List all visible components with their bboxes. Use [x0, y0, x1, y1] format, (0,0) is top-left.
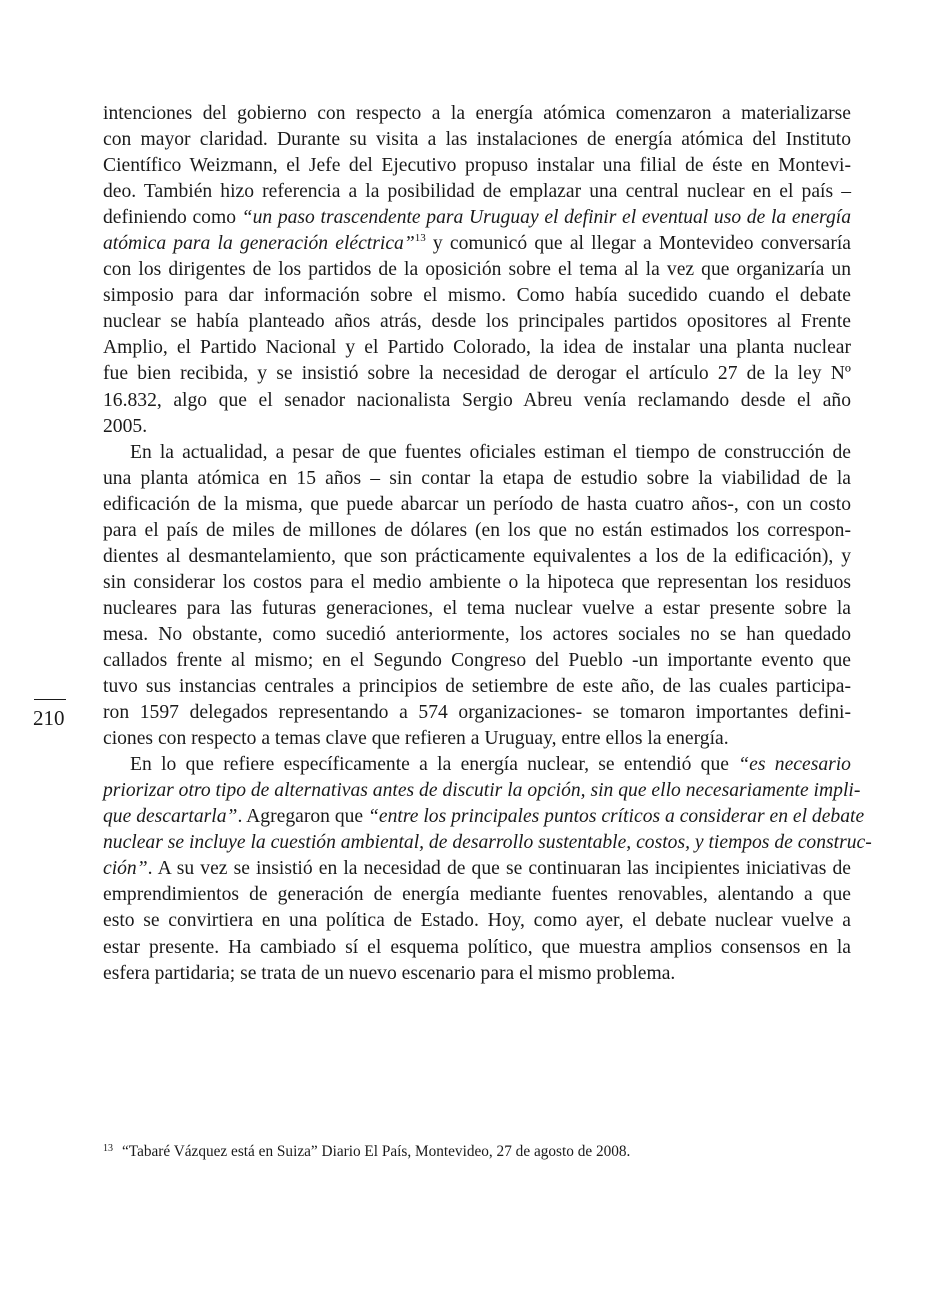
text-segment: intenciones del gobierno con respecto a la energía atómica comenzaron a materializarse	[103, 103, 851, 124]
text-segment: estar presente. Ha cambiado sí el esquema político, que muestra amplios consensos en la	[103, 936, 851, 958]
text-line	[103, 127, 851, 153]
page-number-rule	[34, 699, 66, 700]
text-segment: esfera partidaria; se trata de un nuevo escenario para el mismo problema.	[103, 962, 676, 984]
text-segment: nuclear se había planteado años atrás, desde los principales partidos opositores al Frente	[103, 311, 851, 333]
text-segment: Científico Weizmann, el Jefe del Ejecutivo propuso instalar una filial de éste en Montevi-	[103, 155, 851, 177]
text-line	[103, 361, 851, 387]
text-line	[103, 309, 851, 335]
text-segment: para el país de miles de millones de dólares (en los que no están estimados los correspon-	[103, 519, 851, 541]
body-text	[103, 101, 872, 987]
text-segment: nucleares para las futuras generaciones, el tema nuclear vuelve a estar presente sobre la	[103, 597, 851, 619]
text-line	[103, 882, 851, 908]
quote-segment: “es necesario	[738, 754, 851, 776]
text-line	[103, 674, 851, 700]
text-line	[103, 804, 865, 830]
footnote-reference: 13	[414, 232, 426, 245]
text-segment: con los dirigentes de los partidos de la oposición sobre el tema al la vez que organizaría un	[103, 259, 851, 281]
text-segment: . Agregaron que	[237, 806, 369, 828]
text-line	[103, 830, 872, 856]
text-segment: edificación de la misma, que puede abarcar un período de hasta cuatro años-, con un costo	[103, 493, 851, 515]
text-segment: simposio para dar información sobre el mismo. Como había sucedido cuando el debate	[103, 285, 851, 307]
text-line	[103, 283, 851, 309]
quote-segment: priorizar otro tipo de alternativas antes de discutir la opción, sin que ello necesariamente impli-	[103, 780, 861, 802]
text-line	[103, 231, 851, 257]
text-segment: ciones con respecto a temas clave que refieren a Uruguay, entre ellos la energía.	[103, 728, 729, 750]
text-segment: esto se convirtiera en una política de Estado. Hoy, como ayer, el debate nuclear vuelve a	[103, 910, 851, 932]
text-segment: una planta atómica en 15 años – sin contar la etapa de estudio sobre la viabilidad de la	[103, 467, 851, 489]
text-segment: tuvo sus instancias centrales a principios de setiembre de este año, de las cuales participa-	[103, 676, 851, 698]
text-line	[103, 205, 851, 231]
text-line	[103, 726, 851, 752]
text-segment: definiendo como	[103, 207, 242, 229]
quote-segment: atómica para la generación eléctrica”	[103, 233, 415, 255]
text-line	[103, 388, 851, 414]
text-line	[103, 700, 851, 726]
paragraph	[103, 101, 851, 440]
footnote	[103, 1139, 630, 1162]
quote-segment: “un paso trascendente para Uruguay el definir el eventual uso de la energía	[241, 207, 851, 229]
text-line	[103, 961, 851, 987]
text-segment: ron 1597 delegados representando a 574 organizaciones- se tomaron importantes defini-	[103, 702, 851, 724]
text-segment: dientes al desmantelamiento, que son prácticamente equivalentes a los de la edificación), y	[103, 545, 851, 567]
paragraph	[103, 440, 851, 753]
text-line	[103, 648, 851, 674]
text-segment: mesa. No obstante, como sucedió anteriormente, los actores sociales no se han quedado	[103, 623, 851, 645]
text-segment: callados frente al mismo; en el Segundo Congreso del Pueblo -un importante evento que	[103, 649, 851, 671]
text-line	[103, 335, 851, 361]
text-segment: En lo que refiere específicamente a la energía nuclear, se entendió que	[130, 754, 739, 776]
text-line	[103, 414, 851, 440]
text-segment: y comunicó que al llegar a Montevideo conversaría	[425, 233, 851, 255]
text-line	[103, 622, 851, 648]
text-line	[103, 179, 851, 205]
text-line	[103, 101, 851, 127]
text-line	[103, 492, 851, 518]
text-segment: . A su vez se insistió en la necesidad de que se continuaran las incipientes iniciativas de	[147, 858, 851, 880]
quote-segment: que descartarla”	[103, 806, 238, 828]
text-line	[103, 752, 851, 778]
quote-segment: “entre los principales puntos críticos a considerar en el debate	[368, 806, 865, 828]
text-segment: 16.832, algo que el senador nacionalista Sergio Abreu venía reclamando desde el año	[103, 389, 851, 411]
text-segment: sin considerar los costos para el medio ambiente o la hipoteca que representan los residuos	[103, 571, 851, 593]
footnote-mark: 13	[103, 1143, 113, 1154]
text-segment: emprendimientos de generación de energía mediante fuentes renovables, alentando a que	[103, 884, 851, 906]
text-line	[103, 544, 851, 570]
text-segment: En la actualidad, a pesar de que fuentes oficiales estiman el tiempo de construcción de	[130, 441, 851, 463]
text-line	[103, 257, 851, 283]
text-line	[103, 908, 851, 934]
text-line	[103, 935, 851, 961]
text-line	[103, 856, 851, 882]
text-line	[103, 518, 851, 544]
text-segment: fue bien recibida, y se insistió sobre la necesidad de derogar el artículo 27 de la ley Nº	[103, 363, 851, 385]
text-line	[103, 778, 861, 804]
quote-segment: nuclear se incluye la cuestión ambiental, de desarrollo sustentable, costos, y tiempos de construc-	[103, 832, 872, 854]
paragraph	[103, 752, 872, 986]
text-line	[103, 440, 851, 466]
text-segment: 2005.	[103, 415, 148, 437]
text-line	[103, 153, 851, 179]
quote-segment: ción”	[103, 858, 148, 880]
text-segment: deo. También hizo referencia a la posibilidad de emplazar una central nuclear en el país –	[103, 181, 851, 203]
footnote-text: “Tabaré Vázquez está en Suiza” Diario El País, Montevideo, 27 de agosto de 2008.	[122, 1143, 631, 1160]
text-line	[103, 596, 851, 622]
text-segment: con mayor claridad. Durante su visita a las instalaciones de energía atómica del Instituto	[103, 129, 851, 151]
text-line	[103, 466, 851, 492]
text-line	[103, 570, 851, 596]
text-segment: Amplio, el Partido Nacional y el Partido Colorado, la idea de instalar una planta nuclear	[103, 337, 851, 359]
page-number: 210	[33, 706, 65, 730]
